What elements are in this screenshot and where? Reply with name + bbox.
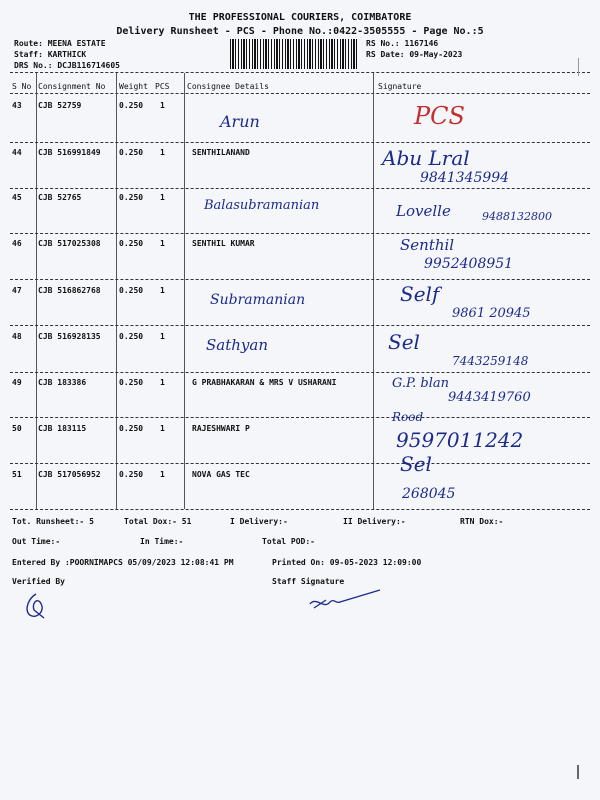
col-divider (373, 73, 374, 509)
table-bottom-rule (10, 509, 590, 510)
col-divider (36, 73, 37, 509)
runsheet-subtitle: Delivery Runsheet - PCS - Phone No.:0422-3505555 - Page No.:5 (116, 26, 484, 37)
total-dox: Total Dox:- 51 (124, 517, 192, 526)
ii-delivery: II Delivery:- (343, 517, 406, 526)
row-sno: 51 (12, 470, 22, 479)
row-pcs: 1 (160, 101, 165, 110)
row-sno: 49 (12, 378, 22, 387)
row-weight: 0.250 (119, 101, 144, 110)
handwritten-phone: 9861 20945 (452, 306, 531, 321)
edge-mark (578, 58, 579, 76)
row-sno: 48 (12, 332, 22, 341)
handwritten-name: Arun (220, 112, 260, 131)
out-time: Out Time:- (12, 537, 61, 546)
barcode-image (230, 39, 358, 69)
signature-mark: G.P. blan (392, 376, 450, 391)
row-weight: 0.250 (119, 378, 144, 387)
row-consignment: CJB 516991849 (38, 148, 101, 157)
row-consignee: G PRABHAKARAN & MRS V USHARANI (192, 378, 337, 387)
rtn-dox: RTN Dox:- (460, 517, 504, 526)
col-header-sno: S No (12, 82, 32, 91)
handwritten-phone: 9443419760 (448, 390, 531, 405)
signature-mark: Rood (392, 410, 424, 424)
row-divider (10, 325, 590, 326)
header-rule-top (10, 72, 590, 73)
row-consignment: CJB 52759 (38, 101, 82, 110)
row-pcs: 1 (160, 470, 165, 479)
staff-signature-label: Staff Signature (272, 577, 345, 586)
signature-mark: Abu Lral (382, 146, 470, 170)
col-header-weight: Weight (119, 82, 148, 91)
route-label: Route: MEENA ESTATE (14, 39, 106, 48)
row-consignment: CJB 52765 (38, 193, 82, 202)
handwritten-phone: 9488132800 (482, 210, 552, 223)
row-pcs: 1 (160, 193, 165, 202)
signature-mark: Self (400, 282, 440, 306)
row-sno: 46 (12, 239, 22, 248)
rs-date: RS Date: 09-May-2023 (366, 50, 463, 59)
total-runsheet: Tot. Runsheet:- 5 (12, 517, 94, 526)
row-pcs: 1 (160, 424, 165, 433)
verified-by-label: Verified By (12, 577, 65, 586)
row-consignee: NOVA GAS TEC (192, 470, 250, 479)
row-consignment: CJB 517056952 (38, 470, 101, 479)
row-consignment: CJB 183386 (38, 378, 87, 387)
row-consignment: CJB 516928135 (38, 332, 101, 341)
row-divider (10, 279, 590, 280)
row-pcs: 1 (160, 332, 165, 341)
row-weight: 0.250 (119, 286, 144, 295)
handwritten-name: Sathyan (206, 336, 268, 354)
staff-signature-mark (306, 588, 386, 612)
handwritten-phone: 9597011242 (396, 428, 524, 452)
col-header-consignment: Consignment No (38, 82, 106, 91)
edge-mark (577, 765, 579, 779)
row-consignment: CJB 517025308 (38, 239, 101, 248)
row-weight: 0.250 (119, 193, 144, 202)
row-pcs: 1 (160, 239, 165, 248)
verified-signature-mark (22, 590, 52, 620)
row-weight: 0.250 (119, 148, 144, 157)
row-sno: 47 (12, 286, 22, 295)
row-sno: 43 (12, 101, 22, 110)
row-weight: 0.250 (119, 424, 144, 433)
signature-mark: Senthil (400, 236, 455, 254)
signature-mark: Sel (388, 330, 420, 354)
handwritten-name: Balasubramanian (204, 198, 320, 213)
drs-number: DRS No.: DCJB116714605 (14, 61, 120, 70)
row-consignee: SENTHIL KUMAR (192, 239, 255, 248)
row-sno: 45 (12, 193, 22, 202)
header-rule-bottom (10, 93, 590, 94)
row-divider (10, 142, 590, 143)
entered-by: Entered By :POORNIMAPCS 05/09/2023 12:08:41 PM (12, 558, 234, 567)
col-divider (116, 73, 117, 509)
row-divider (10, 233, 590, 234)
signature-mark: PCS (414, 102, 465, 130)
row-pcs: 1 (160, 378, 165, 387)
company-title: THE PROFESSIONAL COURIERS, COIMBATORE (188, 12, 412, 23)
row-consignment: CJB 183115 (38, 424, 87, 433)
row-sno: 44 (12, 148, 22, 157)
in-time: In Time:- (140, 537, 184, 546)
rs-number: RS No.: 1167146 (366, 39, 439, 48)
signature-mark: Lovelle (396, 202, 451, 220)
row-divider (10, 372, 590, 373)
col-header-pcs: PCS (155, 82, 170, 91)
signature-mark: Sel (400, 452, 432, 476)
row-weight: 0.250 (119, 332, 144, 341)
handwritten-name: Subramanian (210, 292, 306, 308)
i-delivery: I Delivery:- (230, 517, 288, 526)
row-divider (10, 188, 590, 189)
printed-on: Printed On: 09-05-2023 12:09:00 (272, 558, 422, 567)
handwritten-phone: 7443259148 (452, 354, 529, 368)
row-pcs: 1 (160, 148, 165, 157)
row-weight: 0.250 (119, 239, 144, 248)
handwritten-phone: 268045 (402, 486, 456, 502)
staff-label: Staff: KARTHICK (14, 50, 87, 59)
row-consignment: CJB 516862768 (38, 286, 101, 295)
row-pcs: 1 (160, 286, 165, 295)
row-divider (10, 417, 590, 418)
col-header-signature: Signature (378, 82, 422, 91)
handwritten-phone: 9952408951 (424, 256, 514, 272)
total-pod: Total POD:- (262, 537, 315, 546)
row-consignee: RAJESHWARI P (192, 424, 250, 433)
row-weight: 0.250 (119, 470, 144, 479)
handwritten-phone: 9841345994 (420, 170, 510, 186)
row-divider (10, 463, 590, 464)
row-consignee: SENTHILANAND (192, 148, 250, 157)
col-divider (184, 73, 185, 509)
row-sno: 50 (12, 424, 22, 433)
col-header-consignee: Consignee Details (187, 82, 269, 91)
